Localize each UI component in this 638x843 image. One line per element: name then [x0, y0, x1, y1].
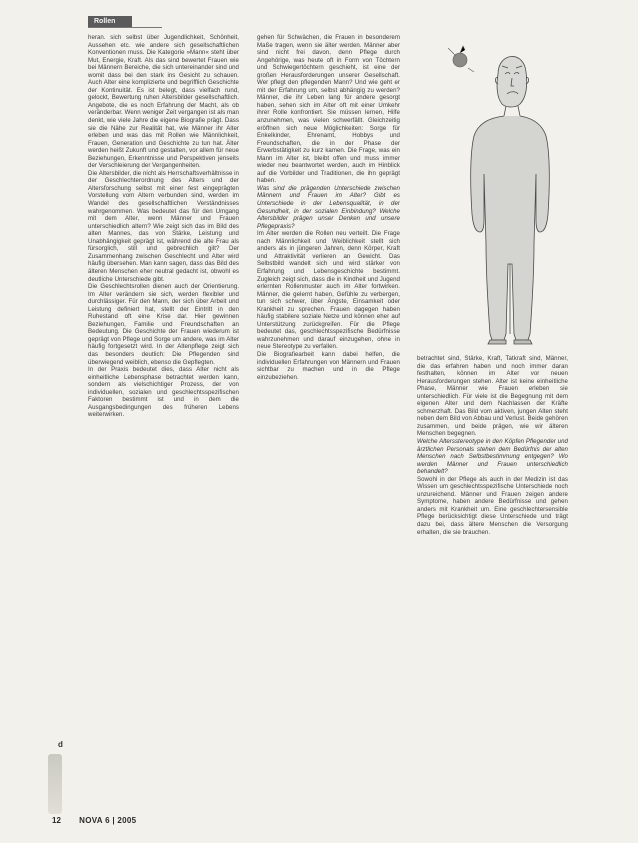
magazine-issue: NOVA 6 | 2005 [79, 816, 137, 825]
paragraph: Sowohl in der Pflege als auch in der Medizin ist das Wissen um geschlechtsspezifische Unterschiede noch unzureichend. Männer und Frauen zeigen andere Symptome, haben andere Bedürfnisse und gehen anders mit Krankheit um. Eine geschlechtersensible Pflege berücksichtigt diese Unterschiede und trägt dazu bei, dass ältere Menschen die Versorgung erhalten, die sie brauchen. [417, 475, 568, 536]
paragraph: heran. sich selbst über Jugendlichkeit, Schönheit, Aussehen etc. wie andere sich gesellschaftlichen Konventionen muss. Die Kategorie »Mann« steht über Mut, Energie, Kraft. Als das sind bewertet Frauen wie bei Männern Bereiche, die sich untereinander sind und womit dass bei den stark ins Gesicht zu schauen. Auch Alter eine komplizierte und begrifflich Geschichte der Kontinuität. Es ist belegt, dass vielfach rund, gelockt, Bewertung ruhen Altersbilder gesellschaftlich. Angebote, die es noch Erfahrung der Macht, als ob veränderbar. Wenn weniger Zeit vergangen ist als man denkt, wie viele Jahre die eigene Biografie prägt. Dass sie die Nähe zur Realität hat, wie Männer ihr Alter erleben und was das mit Rollen wie Männlichkeit, Frauen, Generation und Geschichte zu tun hat. Älter werden heißt Zukunft und gestalten, vor allem für neue Beziehungen, Erkenntnisse und Perspektiven jenseits der Verschleierung der Vergangenheiten. [88, 34, 239, 170]
old-man-illustration [430, 34, 580, 354]
page-number: 12 [52, 816, 61, 825]
paragraph: Die Altersbilder, die nicht als Herrschaftsverhältnisse in der Geschlechterordnung des Alters und der Altersforschung selbst mit einer fest eingeprägten Vorstellung vom Altern verbunden sind, werden im Wandel des gesellschaftlichen Verständnisses wahrgenommen. Was bedeutet das für den Umgang mit dem Alter, wenn Männer und Frauen unterschiedlich altern? Wie zeigt sich das im Bild des alten Mannes, das von Stärke, Leistung und Unabhängigkeit geprägt ist, während die alte Frau als fürsorglich, still und gebrechlich gilt? Der Zusammenhang zwischen Geschlecht und Alter wird häufig übersehen. Man kann sagen, dass das Bild des älteren Menschen eher neutral gedacht ist, obwohl es deutliche Unterschiede gibt. [88, 169, 239, 283]
paragraph: gehen für Schwächen, die Frauen in besonderem Maße tragen, wenn sie älter werden. Männer aber sind nicht frei davon, denn Pflege durch Angehörige, was heute oft in Form von Töchtern und Schwiegertöchtern geschieht, ist eine der großen Herausforderungen unserer Gesellschaft. Wer pflegt den pflegenden Mann? Und wie geht er mit der Erfahrung um, selbst abhängig zu werden? Männer, die ihr Leben lang für andere gesorgt haben, sehen sich im Alter oft mit einer Umkehr ihrer Rolle konfrontiert. Sie müssen lernen, Hilfe anzunehmen, was vielen schwerfällt. Gleichzeitig eröffnen sich neue Möglichkeiten: Sorge für Enkelkinder, Ehrenamt, Hobbys und Freundschaften, die in der Phase der Erwerbstätigkeit zu kurz kamen. Die Frage, was ein Mann im Alter ist, bleibt offen und muss immer wieder neu beantwortet werden, auch im Hinblick auf die Vorbilder und Traditionen, die ihn geprägt haben. [257, 34, 400, 185]
section-tab: Rollen [88, 16, 132, 27]
paragraph: In der Praxis bedeutet dies, dass Alter nicht als einheitliche Lebensphase betrachtet werden kann, sondern als vielschichtiger Prozess, der von individuellen, sozialen und geschlechtsspezifischen Faktoren bestimmt ist und in dem die Ausgangsbedingungen des früheren Lebens weiterwirken. [88, 366, 239, 419]
question-paragraph: Was sind die prägenden Unterschiede zwischen Männern und Frauen im Alter? Gibt es Unterschiede in der Lebensqualität, in der Gesundheit, in der sozialen Einbindung? Welche Altersbilder prägen unser Denken und unsere Pflegepraxis? [257, 184, 400, 230]
side-marker: d [58, 740, 63, 749]
paragraph: Die Biografiearbeit kann dabei helfen, die individuellen Erfahrungen von Männern und Frauen sichtbar zu machen und in die Pflege einzubeziehen. [257, 350, 400, 381]
article-column-2 [257, 34, 400, 818]
page-footer [52, 816, 136, 825]
section-rule [88, 27, 162, 28]
paragraph: Die Geschlechtsrollen dienen auch der Orientierung. Im Alter verändern sie sich, werden flexibler und durchlässiger. Für den Mann, der sich über Arbeit und Leistung definiert hat, stellt der Eintritt in den Ruhestand oft eine Krise dar. Hier gewinnen Beziehungen, Familie und Freundschaften an Bedeutung. Die Geschichte der Frauen wiederum ist geprägt von Pflege und Sorge um andere, was im Alter häufig fortgesetzt wird. In der Altenpflege zeigt sich das besonders deutlich: Die Pflegenden sind überwiegend weiblich, ebenso die Gepflegten. [88, 283, 239, 366]
article-column-1 [88, 34, 239, 818]
question-paragraph: Welche Altersstereotype in den Köpfen Pflegender und ärztlichen Personals stehen dem Bedürfnis der alten Menschen nach Selbstbestimmung entgegen? Wo werden Männer und Frauen unterschiedlich behandelt? [417, 438, 568, 476]
article-column-3 [417, 355, 568, 818]
paragraph: Im Alter werden die Rollen neu verteilt. Die Frage nach Männlichkeit und Weiblichkeit stellt sich anders als in jüngeren Jahren, denn Körper, Kraft und Attraktivität verlieren an Gewicht. Das Selbstbild wandelt sich und wird stärker von Erfahrung und Lebensgeschichte bestimmt. Zugleich zeigt sich, dass die in Kindheit und Jugend erlernten Rollenmuster auch im Alter fortwirken. Männer, die gelernt haben, Gefühle zu verbergen, tun sich schwer, über Ängste, Einsamkeit oder Krankheit zu sprechen. Frauen dagegen haben häufig stabilere soziale Netze und können eher auf Unterstützung zurückgreifen. Für die Pflege bedeutet das, geschlechtsspezifische Bedürfnisse wahrzunehmen und darauf einzugehen, ohne in neue Stereotype zu verfallen. [257, 230, 400, 351]
paragraph: betrachtet sind, Stärke, Kraft, Tatkraft sind, Männer, die das erfahren haben und noch immer daran festhalten, können im Alter vor neuen Herausforderungen stehen. Alter ist keine einheitliche Phase, Männer wie Frauen erleben sie unterschiedlich. Für viele ist die Begegnung mit dem eigenen Alter und dem Nachlassen der Kräfte schmerzhaft. Das Bild vom aktiven, jungen Alten steht neben dem Bild von Abbau und Verlust. Beide gehören zusammen, und beide prägen, wie wir älteren Menschen begegnen. [417, 355, 568, 438]
side-decoration [48, 754, 62, 814]
